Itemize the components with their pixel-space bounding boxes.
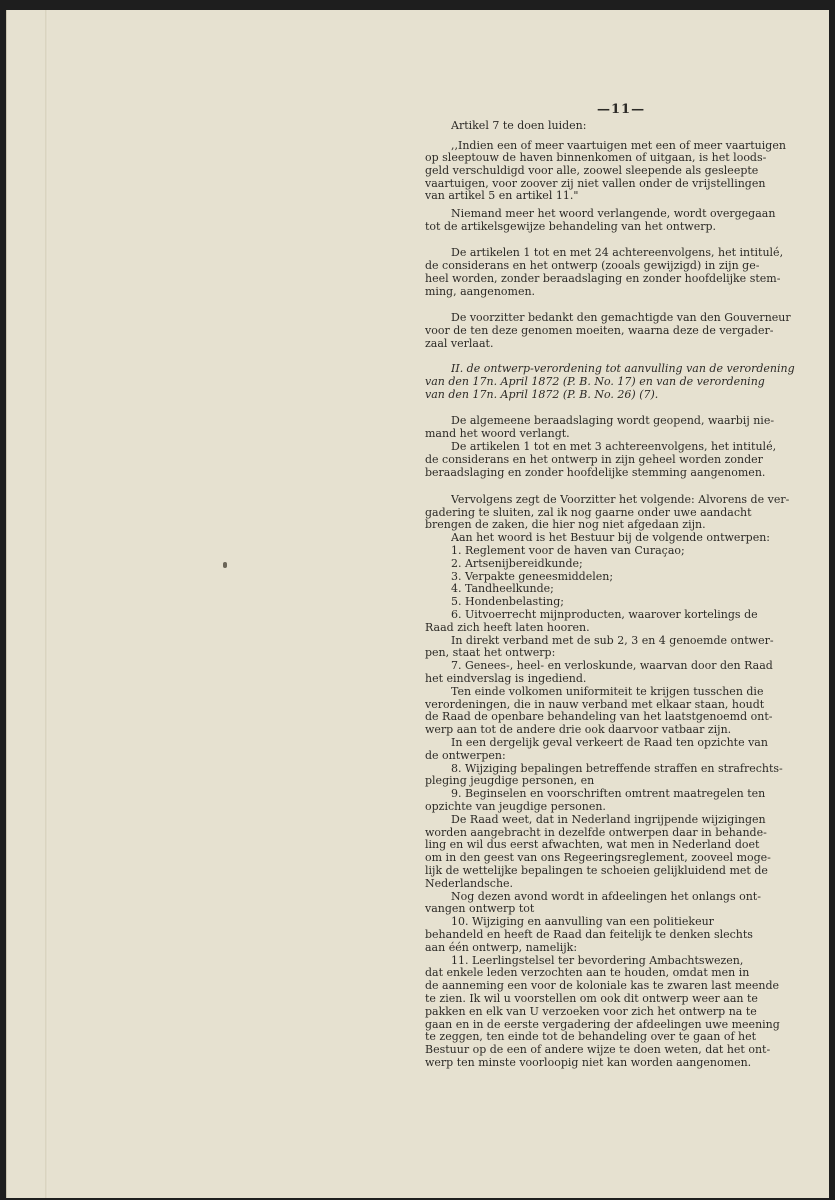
text-line: ming, aangenomen. bbox=[425, 285, 536, 298]
text-line: aan één ontwerp, namelijk: bbox=[425, 941, 578, 954]
text-line: om in den geest van ons Regeeringsreglement, zooveel moge- bbox=[425, 851, 771, 864]
text-line: 8. Wijziging bepalingen betreffende straffen en strafrechts- bbox=[451, 762, 783, 775]
text-line: 3. Verpakte geneesmiddelen; bbox=[451, 570, 614, 583]
text-line: tot de artikelsgewijze behandeling van het ontwerp. bbox=[425, 220, 717, 233]
text-line: De artikelen 1 tot en met 24 achtereenvolgens, het intitulé, bbox=[451, 246, 784, 259]
text-line: verordeningen, die in nauw verband met elkaar staan, houdt bbox=[425, 698, 765, 711]
text-line: van den 17n. April 1872 (P. B. No. 26) (7). bbox=[425, 388, 659, 401]
text-line: van artikel 5 en artikel 11." bbox=[425, 189, 579, 202]
text-line: te zeggen, ten einde tot de behandeling over te gaan of het bbox=[425, 1030, 757, 1043]
text-line: 11. Leerlingstelsel ter bevordering Ambachtswezen, bbox=[451, 954, 744, 967]
text-line: In direkt verband met de sub 2, 3 en 4 genoemde ontwer- bbox=[451, 634, 774, 647]
text-line: de ontwerpen: bbox=[425, 749, 506, 762]
text-line: de considerans en het ontwerp in zijn geheel worden zonder bbox=[425, 453, 763, 466]
text-line: werp ten minste voorloopig niet kan worden aangenomen. bbox=[425, 1056, 752, 1069]
text-line: De artikelen 1 tot en met 3 achtereenvolgens, het intitulé, bbox=[451, 440, 777, 453]
text-line: 4. Tandheelkunde; bbox=[451, 582, 554, 595]
text-line: dat enkele leden verzochten aan te houden, omdat men in bbox=[425, 966, 750, 979]
text-line: op sleeptouw de haven binnenkomen of uitgaan, is het loods- bbox=[425, 151, 767, 164]
text-line: Aan het woord is het Bestuur bij de volgende ontwerpen: bbox=[451, 531, 771, 544]
text-line: De Raad weet, dat in Nederland ingrijpende wijzigingen bbox=[451, 813, 766, 826]
text-line: Ten einde volkomen uniformiteit te krijgen tusschen die bbox=[451, 685, 764, 698]
text-line: vangen ontwerp tot bbox=[425, 902, 535, 915]
text-line: 7. Genees-, heel- en verloskunde, waarvan door den Raad bbox=[451, 659, 773, 672]
text-line: De algemeene beraadslaging wordt geopend, waarbij nie- bbox=[451, 414, 775, 427]
text-line: opzichte van jeugdige personen. bbox=[425, 800, 606, 813]
text-line: de aanneming een voor de koloniale kas te zwaren last meende bbox=[425, 979, 780, 992]
text-line: mand het woord verlangt. bbox=[425, 427, 570, 440]
text-line: beraadslaging en zonder hoofdelijke stemming aangenomen. bbox=[425, 466, 766, 479]
document-page bbox=[6, 10, 829, 1198]
ink-speck-mark bbox=[223, 562, 227, 568]
text-line: van den 17n. April 1872 (P. B. No. 17) en van de verordening bbox=[425, 375, 765, 388]
text-line: lijk de wettelijke bepalingen te schoeien gelijkluidend met de bbox=[425, 864, 768, 877]
text-line: Nog dezen avond wordt in afdeelingen het onlangs ont- bbox=[451, 890, 761, 903]
text-line: 6. Uitvoerrecht mijnproducten, waarover kortelings de bbox=[451, 608, 758, 621]
text-line: 9. Beginselen en voorschriften omtrent maatregelen ten bbox=[451, 787, 766, 800]
text-line: De voorzitter bedankt den gemachtigde van den Gouverneur bbox=[451, 311, 791, 324]
text-line: gaan en in de eerste vergadering der afdeelingen uwe meening bbox=[425, 1018, 780, 1031]
text-line: het eindverslag is ingediend. bbox=[425, 672, 587, 685]
text-line: In een dergelijk geval verkeert de Raad ten opzichte van bbox=[451, 736, 768, 749]
text-line: Nederlandsche. bbox=[425, 877, 514, 890]
text-line: Artikel 7 te doen luiden: bbox=[451, 119, 587, 132]
page-number: —11— bbox=[597, 102, 646, 117]
text-line: II. de ontwerp-verordening tot aanvulling van de verordening bbox=[451, 362, 795, 375]
page-fold-crease bbox=[45, 10, 48, 1198]
text-line: de Raad de openbare behandeling van het laatstgenoemd ont- bbox=[425, 710, 773, 723]
text-line: behandeld en heeft de Raad dan feitelijk te denken slechts bbox=[425, 928, 753, 941]
text-line: Raad zich heeft laten hooren. bbox=[425, 621, 590, 634]
text-line: 5. Hondenbelasting; bbox=[451, 595, 564, 608]
text-line: Niemand meer het woord verlangende, wordt overgegaan bbox=[451, 207, 776, 220]
text-line: voor de ten deze genomen moeiten, waarna deze de vergader- bbox=[425, 324, 774, 337]
text-line: werp aan tot de andere drie ook daarvoor vatbaar zijn. bbox=[425, 723, 732, 736]
text-line: Bestuur op de een of andere wijze te doen weten, dat het ont- bbox=[425, 1043, 771, 1056]
text-line: pen, staat het ontwerp: bbox=[425, 646, 556, 659]
text-line: zaal verlaat. bbox=[425, 337, 494, 350]
text-line: gadering te sluiten, zal ik nog gaarne onder uwe aandacht bbox=[425, 506, 752, 519]
text-line: ,,Indien een of meer vaartuigen met een of meer vaartuigen bbox=[451, 139, 786, 152]
text-line: Vervolgens zegt de Voorzitter het volgende: Alvorens de ver- bbox=[451, 493, 790, 506]
text-line: 2. Artsenijbereidkunde; bbox=[451, 557, 583, 570]
text-line: te zien. Ik wil u voorstellen om ook dit ontwerp weer aan te bbox=[425, 992, 758, 1005]
text-line: pakken en elk van U verzoeken voor zich het ontwerp na te bbox=[425, 1005, 757, 1018]
text-line: de considerans en het ontwerp (zooals gewijzigd) in zijn ge- bbox=[425, 259, 760, 272]
text-line: 1. Reglement voor de haven van Curaçao; bbox=[451, 544, 685, 557]
text-line: vaartuigen, voor zoover zij niet vallen onder de vrijstellingen bbox=[425, 177, 766, 190]
text-line: worden aangebracht in dezelfde ontwerpen daar in behande- bbox=[425, 826, 767, 839]
text-line: heel worden, zonder beraadslaging en zonder hoofdelijke stem- bbox=[425, 272, 781, 285]
text-line: brengen de zaken, die hier nog niet afgedaan zijn. bbox=[425, 518, 706, 531]
text-line: ling en wil dus eerst afwachten, wat men in Nederland doet bbox=[425, 838, 760, 851]
text-line: geld verschuldigd voor alle, zoowel sleepende als gesleepte bbox=[425, 164, 759, 177]
text-line: 10. Wijziging en aanvulling van een politiekeur bbox=[451, 915, 714, 928]
text-line: pleging jeugdige personen, en bbox=[425, 774, 595, 787]
